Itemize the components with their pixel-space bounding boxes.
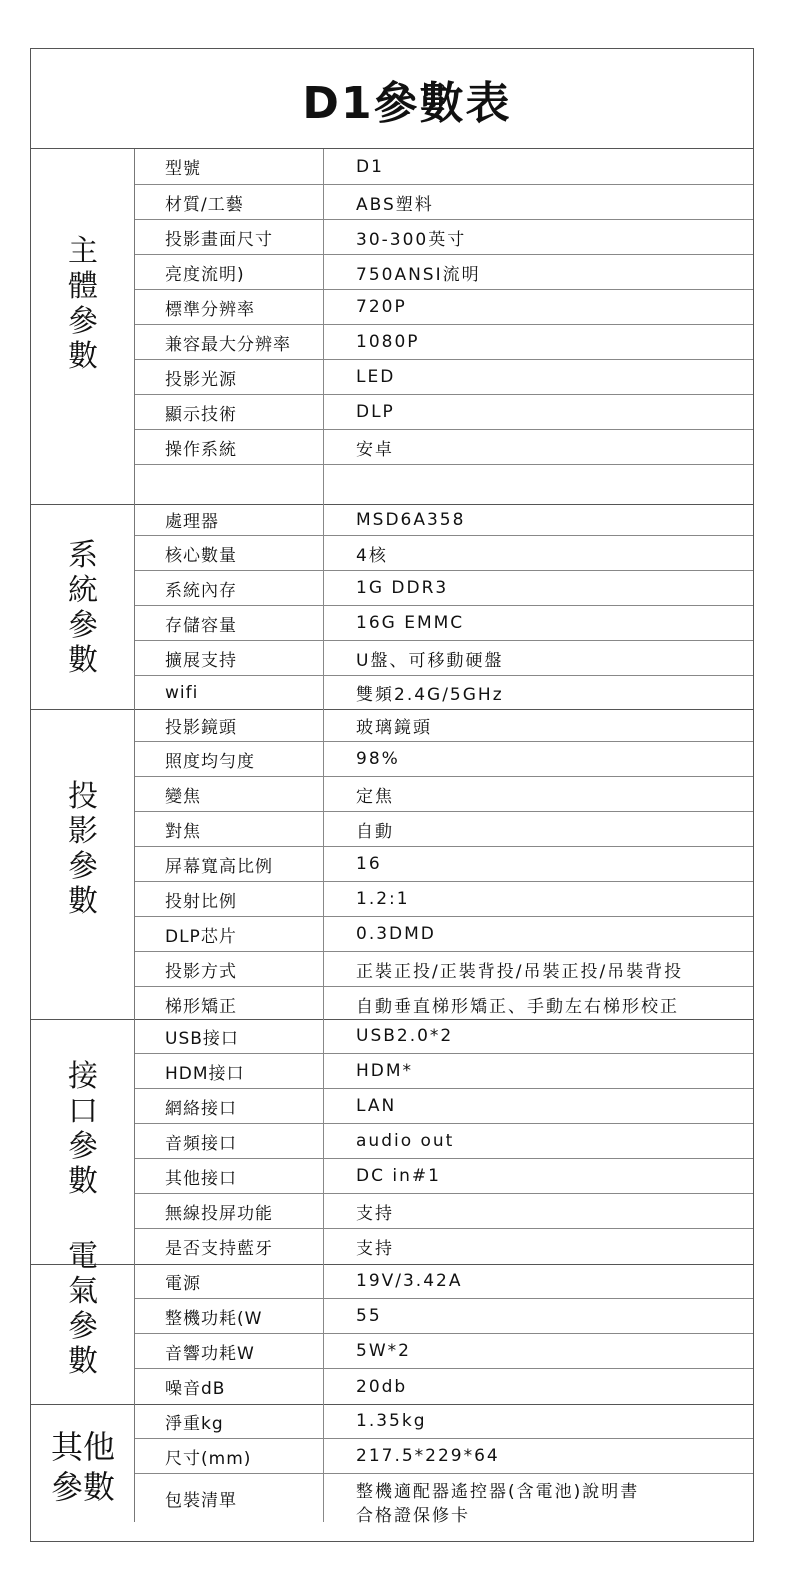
table-row <box>135 1369 753 1404</box>
table-row <box>135 1299 753 1334</box>
spec-value: 自動 <box>356 821 394 842</box>
table-row <box>135 606 753 641</box>
table-row <box>135 742 753 777</box>
category-char: 電 <box>68 1239 98 1274</box>
spec-value: audio out <box>356 1131 455 1151</box>
table-row <box>135 290 753 325</box>
table-row <box>135 917 753 952</box>
spec-label: 變焦 <box>135 777 324 811</box>
category-char: 主 <box>68 234 98 269</box>
spec-value: 1.35kg <box>356 1411 427 1431</box>
spec-label: 噪音dB <box>135 1369 324 1404</box>
spec-value: LAN <box>356 1096 397 1116</box>
spec-label: 核心數量 <box>135 536 324 570</box>
spec-label: 兼容最大分辨率 <box>135 325 324 359</box>
spec-value: 正裝正投/正裝背投/吊裝正投/吊裝背投 <box>356 961 684 982</box>
spec-value: 玻璃鏡頭 <box>356 717 432 738</box>
spec-label: 標準分辨率 <box>135 290 324 324</box>
spec-label: 尺寸(mm) <box>135 1439 324 1473</box>
table-row <box>135 430 753 465</box>
spec-value: 自動垂直梯形矯正、手動左右梯形校正 <box>356 997 679 1017</box>
spec-label: 投射比例 <box>135 882 324 916</box>
category-char: 統 <box>68 573 98 608</box>
table-row <box>135 536 753 571</box>
table-row <box>135 504 753 536</box>
spec-value: LED <box>356 367 396 387</box>
table-row <box>135 360 753 395</box>
table-row <box>135 777 753 812</box>
spec-label: 投影畫面尺寸 <box>135 220 324 254</box>
spec-label: 系統內存 <box>135 571 324 605</box>
spec-label: 對焦 <box>135 812 324 846</box>
spec-value <box>324 465 753 504</box>
category-char: 其他 <box>50 1428 115 1466</box>
spec-value: HDM* <box>356 1061 414 1081</box>
category-char: 數 <box>68 339 98 374</box>
spec-label: 其他接口 <box>135 1159 324 1193</box>
table-row <box>135 185 753 220</box>
spec-value: DLP <box>356 402 395 422</box>
section-2 <box>31 709 753 1022</box>
category-char: 參 <box>68 608 98 643</box>
section-1 <box>31 504 753 709</box>
spec-value: USB2.0*2 <box>356 1026 454 1046</box>
spec-label: 操作系統 <box>135 430 324 464</box>
section-5 <box>31 1404 753 1526</box>
spec-label: USB接口 <box>135 1019 324 1053</box>
spec-label: 是否支持藍牙 <box>135 1229 324 1264</box>
category-char: 投 <box>68 779 98 814</box>
table-row <box>135 1194 753 1229</box>
spec-label: 顯示技術 <box>135 395 324 429</box>
table-row <box>135 1019 753 1054</box>
table-title-text: D1參數表 <box>302 77 512 129</box>
category-char: 影 <box>68 814 98 849</box>
table-row <box>135 325 753 360</box>
spec-label: wifi <box>135 676 324 709</box>
spec-value: 雙頻2.4G/5GHz <box>356 685 504 705</box>
category-char: 氣 <box>68 1274 98 1309</box>
spec-value: 720P <box>356 297 407 317</box>
spec-label: 網絡接口 <box>135 1089 324 1123</box>
table-row <box>135 255 753 290</box>
spec-value: 55 <box>356 1306 382 1326</box>
spec-value <box>324 1474 753 1526</box>
spec-value: 30-300英寸 <box>356 229 467 250</box>
table-row <box>135 1124 753 1159</box>
spec-label: 擴展支持 <box>135 641 324 675</box>
table-row <box>135 1439 753 1474</box>
spec-label <box>135 465 324 504</box>
spec-value: 16 <box>356 854 382 874</box>
table-row <box>135 571 753 606</box>
spec-value-line: 整機適配器遙控器(含電池)說明書 <box>356 1482 640 1502</box>
spec-label: 電源 <box>135 1264 324 1298</box>
spec-value: DC in#1 <box>356 1166 441 1186</box>
spec-label: 屏幕寬高比例 <box>135 847 324 881</box>
spec-value: 定焦 <box>356 786 394 807</box>
spec-label: 型號 <box>135 149 324 184</box>
spec-value: 16G EMMC <box>356 613 465 633</box>
spec-value: 0.3DMD <box>356 924 436 944</box>
table-row <box>135 1054 753 1089</box>
table-row <box>135 1159 753 1194</box>
category-char: 數 <box>68 884 98 919</box>
category-char: 數 <box>68 1164 98 1199</box>
table-row <box>135 1334 753 1369</box>
category-char: 系 <box>68 538 98 573</box>
spec-value: 1G DDR3 <box>356 578 449 598</box>
spec-label: 無線投屏功能 <box>135 1194 324 1228</box>
spec-label: 音響功耗W <box>135 1334 324 1368</box>
category-label <box>31 538 135 678</box>
category-char: 體 <box>68 269 98 304</box>
category-char: 參 <box>68 304 98 339</box>
spec-value: 支持 <box>356 1239 394 1259</box>
category-char: 數 <box>68 643 98 678</box>
spec-value: 1.2:1 <box>356 889 410 909</box>
table-row <box>135 1474 753 1526</box>
spec-value: 5W*2 <box>356 1341 411 1361</box>
category-label <box>31 779 135 919</box>
table-row <box>135 1404 753 1439</box>
spec-label: 處理器 <box>135 504 324 535</box>
spec-value: U盤、可移動硬盤 <box>356 650 504 671</box>
category-label <box>31 1059 135 1199</box>
category-label <box>31 1427 135 1507</box>
spec-label: 投影方式 <box>135 952 324 986</box>
spec-label: 投影光源 <box>135 360 324 394</box>
spec-value: 217.5*229*64 <box>356 1446 500 1466</box>
spec-label: DLP芯片 <box>135 917 324 951</box>
table-row <box>135 952 753 987</box>
spec-label: 包裝清單 <box>135 1474 324 1522</box>
spec-table <box>30 48 754 1542</box>
section-0 <box>31 149 753 504</box>
category-char: 數 <box>68 1344 98 1379</box>
section-3 <box>31 1019 753 1264</box>
spec-value: 安卓 <box>356 439 394 460</box>
table-row <box>135 149 753 185</box>
category-char: 參 <box>68 849 98 884</box>
table-row <box>135 676 753 709</box>
table-row <box>135 1229 753 1264</box>
category-char: 接 <box>68 1059 98 1094</box>
table-row <box>135 1264 753 1299</box>
spec-value: 98% <box>356 749 400 769</box>
category-char: 參 <box>68 1129 98 1164</box>
spec-value: 支持 <box>356 1203 394 1224</box>
table-row <box>135 465 753 504</box>
spec-label: 整機功耗(W <box>135 1299 324 1333</box>
table-row <box>135 395 753 430</box>
category-char: 參數 <box>50 1468 115 1506</box>
spec-value: 20db <box>356 1376 408 1397</box>
table-row <box>135 882 753 917</box>
spec-label: 投影鏡頭 <box>135 709 324 741</box>
table-row <box>135 847 753 882</box>
spec-value: ABS塑料 <box>356 194 434 215</box>
table-row <box>135 987 753 1022</box>
category-char: 口 <box>68 1094 98 1129</box>
spec-label: 梯形矯正 <box>135 987 324 1022</box>
spec-label: 音頻接口 <box>135 1124 324 1158</box>
spec-value-line: 合格證保修卡 <box>356 1506 470 1526</box>
spec-value: MSD6A358 <box>356 509 466 530</box>
table-row <box>135 641 753 676</box>
category-char: 參 <box>68 1309 98 1344</box>
category-label <box>31 234 135 374</box>
spec-value: D1 <box>356 156 384 177</box>
spec-label: 材質/工藝 <box>135 185 324 219</box>
spec-value: 4核 <box>356 545 388 566</box>
spec-value: 750ANSI流明 <box>356 264 481 285</box>
spec-value: 19V/3.42A <box>356 1271 463 1291</box>
table-row <box>135 220 753 255</box>
table-row <box>135 1089 753 1124</box>
spec-label: 亮度流明) <box>135 255 324 289</box>
table-row <box>135 812 753 847</box>
spec-label: 存儲容量 <box>135 606 324 640</box>
category-label <box>31 1239 135 1379</box>
spec-label: 照度均勻度 <box>135 742 324 776</box>
spec-label: HDM接口 <box>135 1054 324 1088</box>
table-row <box>135 709 753 742</box>
spec-label: 淨重kg <box>135 1404 324 1438</box>
table-title <box>31 49 753 149</box>
spec-value: 1080P <box>356 332 420 352</box>
